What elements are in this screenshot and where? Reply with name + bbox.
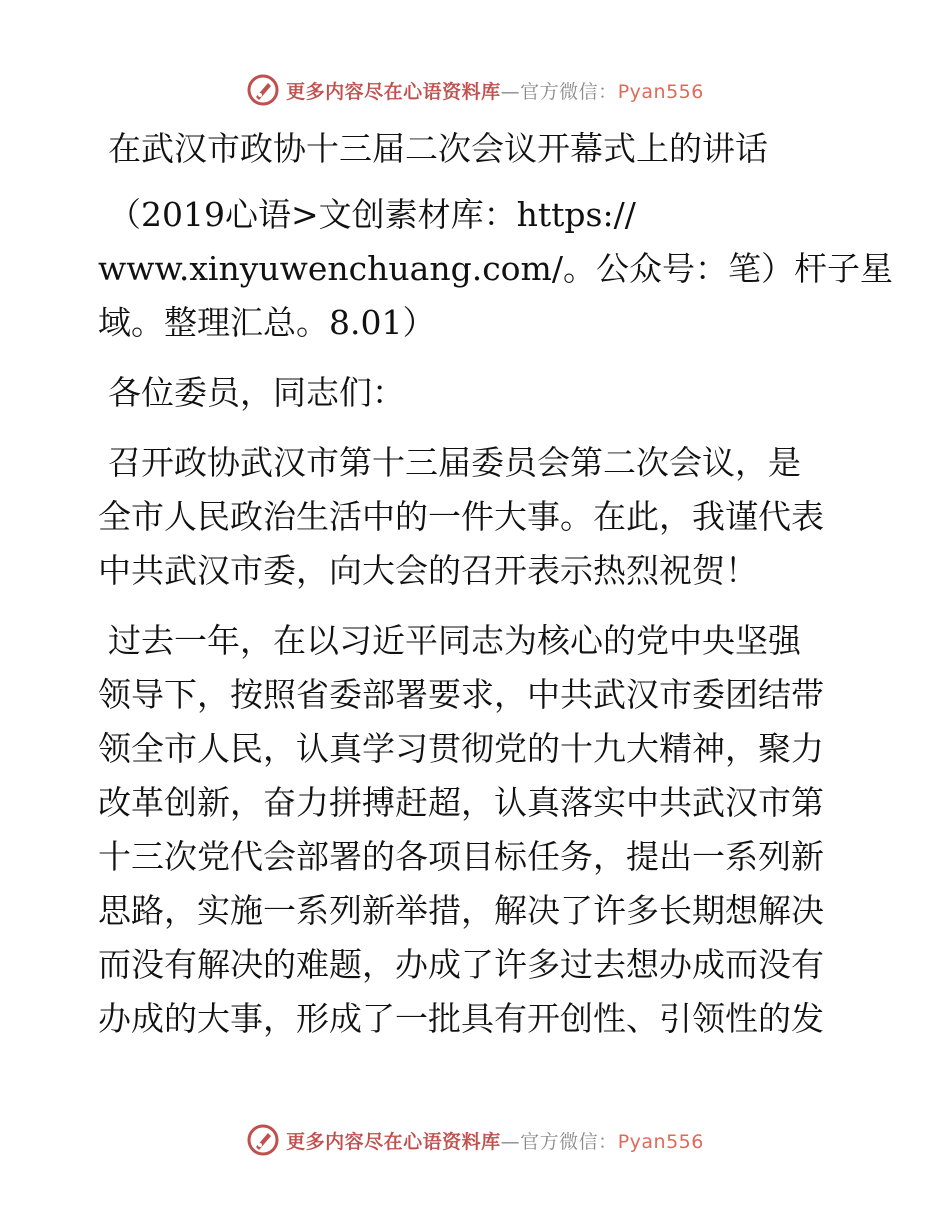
watermark-text <box>286 1127 704 1154</box>
watermark-text <box>286 77 704 104</box>
paragraph-line: 过去一年，在以习近平同志为核心的党中央坚强 <box>108 621 801 660</box>
paragraph-line: 领全市人民，认真学习贯彻党的十九大精神，聚力 <box>98 729 824 768</box>
paragraph-line: 而没有解决的难题，办成了许多过去想办成而没有 <box>98 945 824 984</box>
paragraph-1 <box>98 436 858 598</box>
source-line: www.xinyuwenchuang.com/。公众号：笔）杆子星 <box>98 249 893 288</box>
paragraph-line: 办成的大事，形成了一批具有开创性、引领性的发 <box>98 999 824 1038</box>
paragraph-2 <box>98 614 858 1046</box>
paragraph-line: 全市人民政治生活中的一件大事。在此，我谨代表 <box>98 497 824 536</box>
paragraph-line: 领导下，按照省委部署要求，中共武汉市委团结带 <box>98 675 824 714</box>
pen-nib-logo-icon <box>246 73 280 107</box>
watermark-id: Pyan556 <box>617 1130 704 1153</box>
paragraph-line: 中共武汉市委，向大会的召开表示热烈祝贺！ <box>98 551 758 590</box>
watermark-mid: 官方微信： <box>520 80 618 103</box>
salutation: 各位委员，同志们： <box>108 373 405 412</box>
source-line: 域。整理汇总。8.01） <box>98 303 436 342</box>
paragraph-line: 思路，实施一系列新举措，解决了许多长期想解决 <box>98 891 824 930</box>
paragraph-line: 十三次党代会部署的各项目标任务，提出一系列新 <box>98 837 824 876</box>
paragraph-line: 召开政协武汉市第十三届委员会第二次会议，是 <box>108 443 801 482</box>
paragraph-line: 改革创新，奋力拼搏赶超，认真落实中共武汉市第 <box>98 783 824 822</box>
watermark-banner-bottom <box>0 1120 950 1160</box>
watermark-main: 更多内容尽在心语资料库 <box>286 1130 501 1153</box>
watermark-mid: 官方微信： <box>520 1130 618 1153</box>
watermark-sep: — <box>500 80 521 103</box>
watermark-sep: — <box>500 1130 521 1153</box>
document-title: 在武汉市政协十三届二次会议开幕式上的讲话 <box>108 129 768 168</box>
pen-nib-logo-icon <box>246 1123 280 1157</box>
watermark-id: Pyan556 <box>617 80 704 103</box>
source-line: （2019心语>文创素材库：https:// <box>108 195 636 234</box>
document-body <box>98 122 893 1046</box>
watermark-main: 更多内容尽在心语资料库 <box>286 80 501 103</box>
source-note <box>98 188 893 350</box>
watermark-banner-top <box>0 70 950 110</box>
